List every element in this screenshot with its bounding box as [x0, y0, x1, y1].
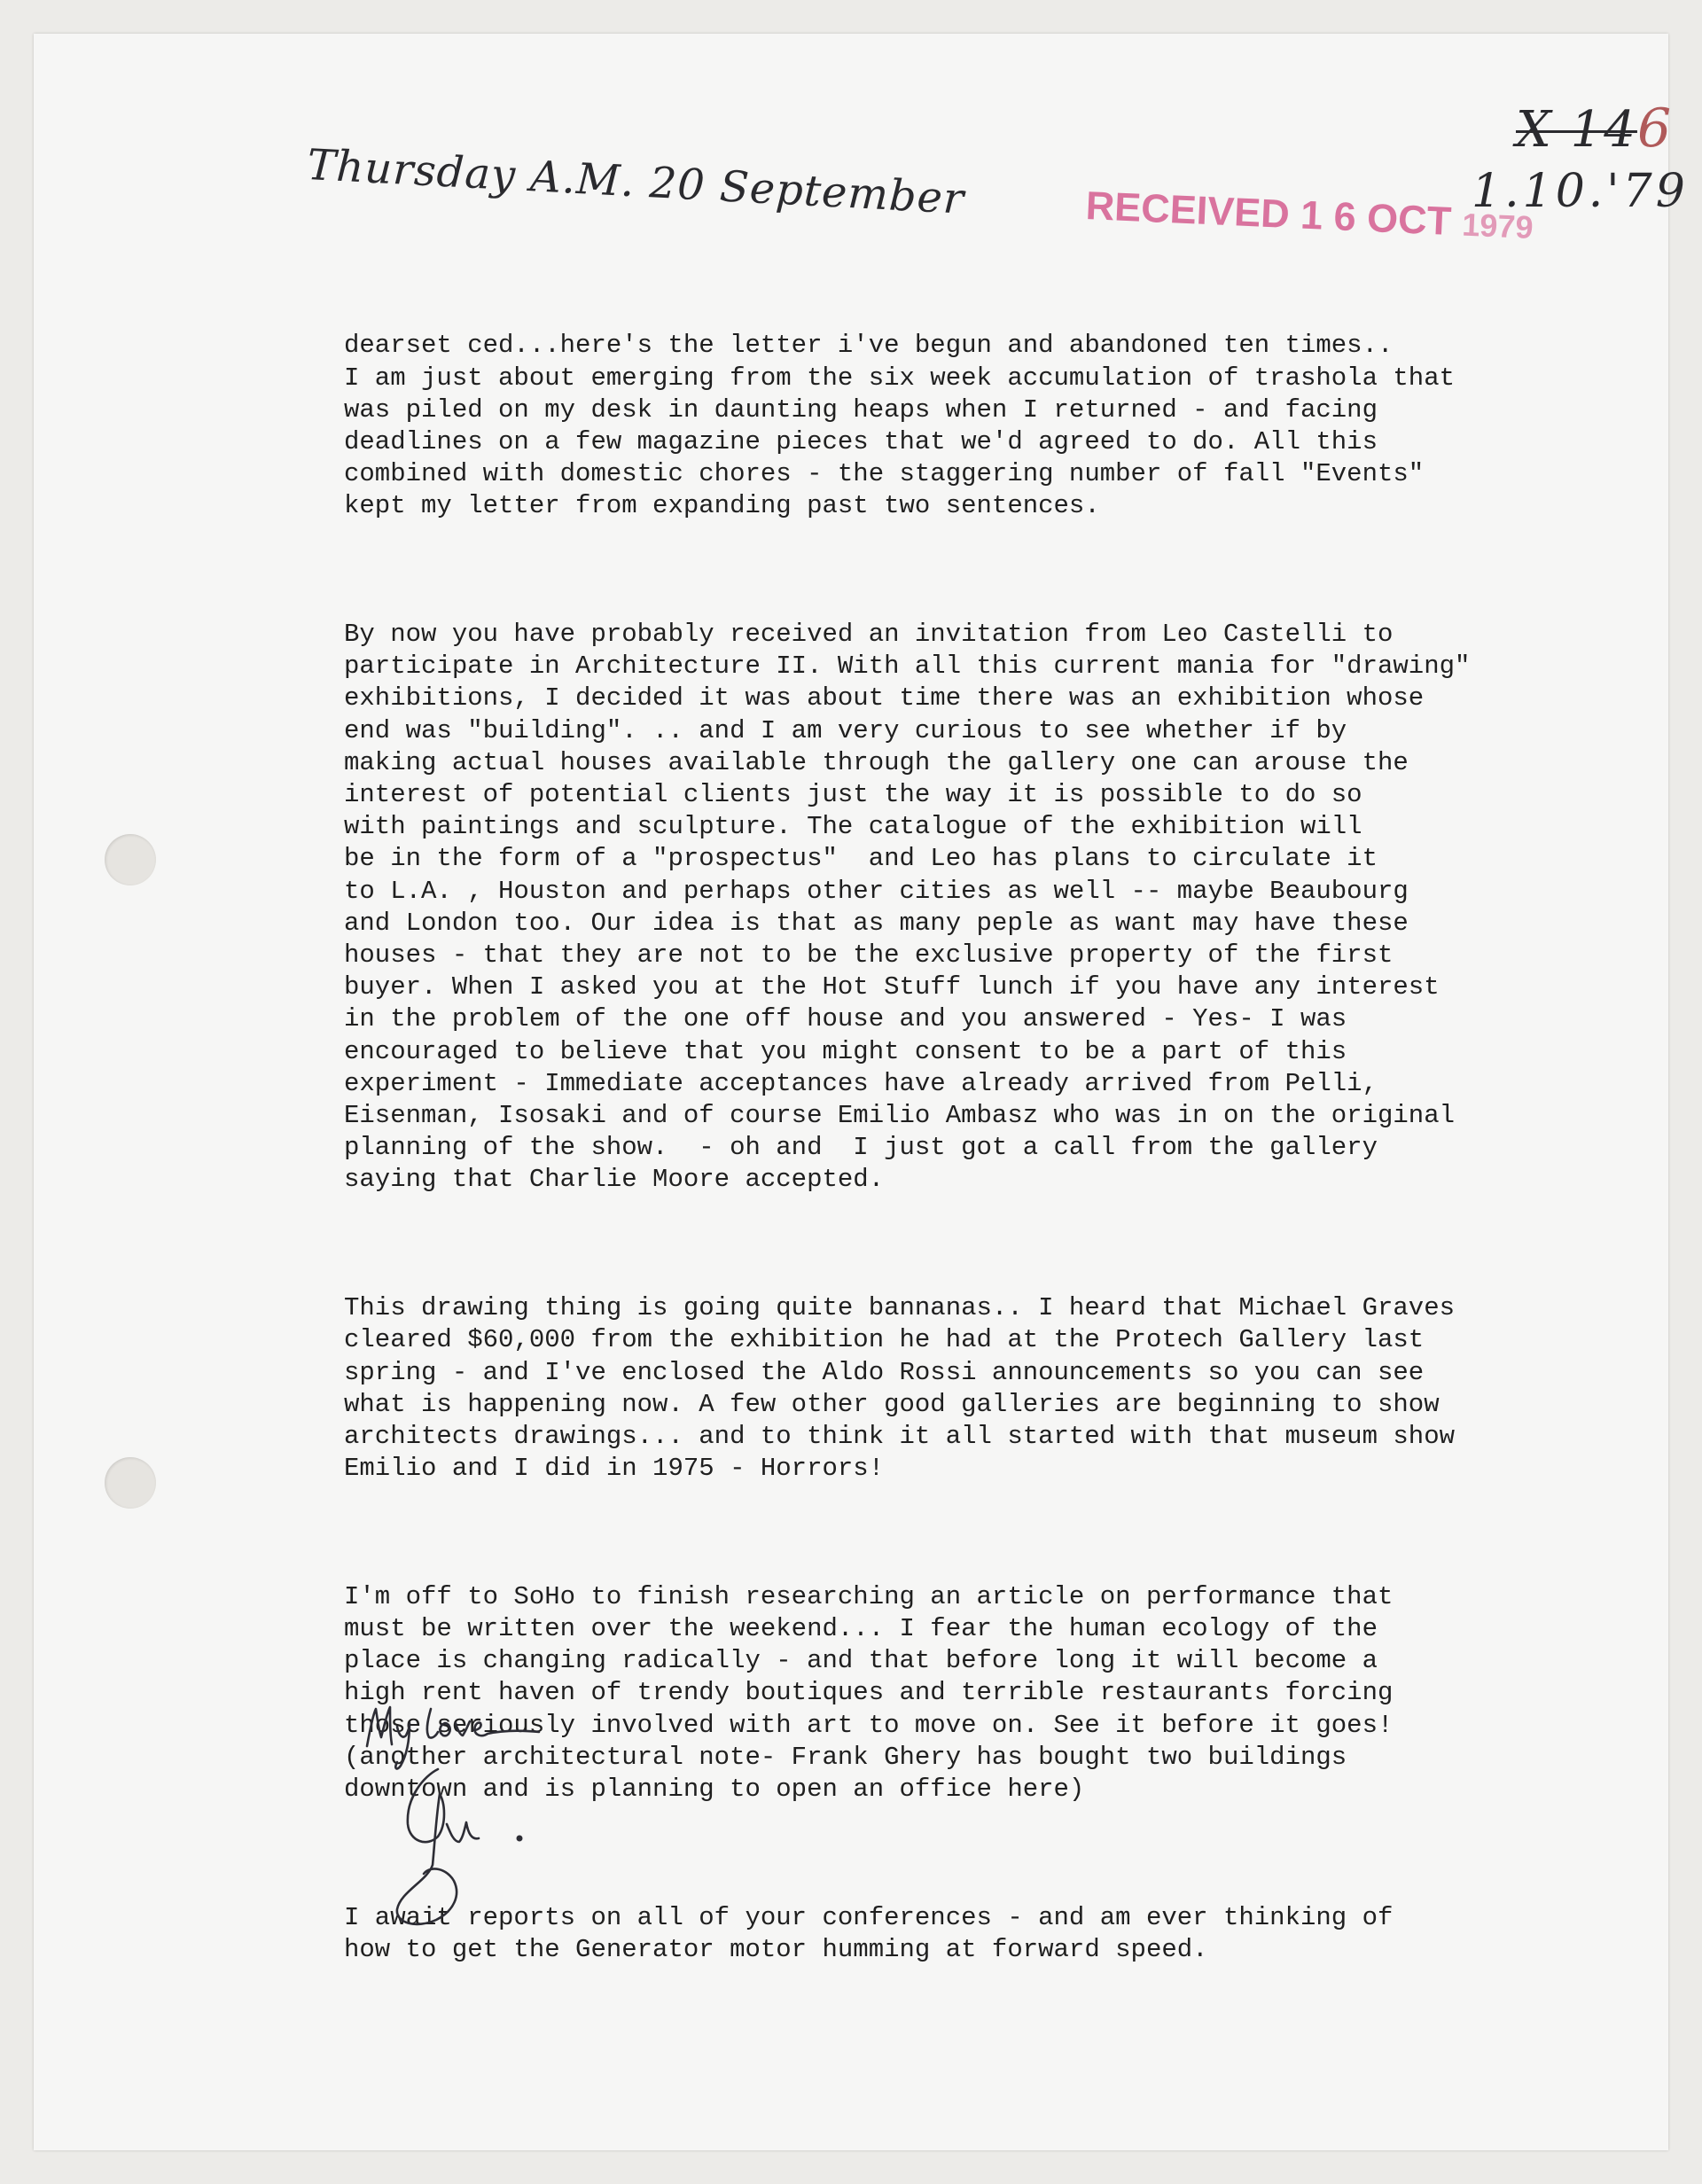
- letter-paragraph-3: This drawing thing is going quite bannanas.. I heard that Michael Graves cleared $60,000 from the exhibition he had at the Protech Gallery last spring - and I've enclosed the Aldo Rossi announcements so you can see what is happening now. A few other good galleries are beginning to show architects drawings... and to think it all started with that museum show Emilio and I did in 1975 - Horrors!: [344, 1293, 1456, 1484]
- handwritten-file-date: 1.10.'79: [1472, 165, 1689, 218]
- binder-hole-bottom: [105, 1457, 156, 1509]
- letter-page: [34, 34, 1689, 2150]
- received-stamp-text: RECEIVED 1 6 OCT: [1084, 183, 1453, 244]
- letter-paragraph-2: By now you have probably received an invitation from Leo Castelli to participate in Architecture II. With all this current mania for "drawing" exhibitions, I decided it was about time there was an exhibition whose end was "building". .. and I am very curious to see whether if by making actual houses available through the gallery one can arouse the interest of potential clients just the way it is possible to do so with paintings and sculpture. The catalogue of the exhibition will be in the form of a "prospectus" and Leo has plans to circulate it to L.A. , Houston and perhaps other cities as well -- maybe Beaubourg and London too. Our idea is that as many peple as want may have these houses - that they are not to be the exclusive property of the first buyer. When I asked you at the Hot Stuff lunch if you have any interest in the problem of the one off house and you answered - Yes- I was encouraged to believe that you might consent to be a part of this experiment - Immediate acceptances have already arrived from Pelli, Eisenman, Isosaki and of course Emilio Ambasz who was in on the original planning of the show. - oh and I just got a call from the gallery saying that Charlie Moore accepted.: [344, 620, 1471, 1195]
- handwritten-date: Thursday A.M. 20 September: [306, 140, 966, 224]
- file-number-correction: 6: [1636, 98, 1674, 160]
- binder-hole-top: [105, 834, 156, 885]
- letter-paragraph-4: I'm off to SoHo to finish researching an article on performance that must be written over the weekend... I fear the human ecology of the place is changing radically - and that before long it will become a high rent haven of trendy boutiques and terrible restaurants forcing those seriously involved with art to move on. See it before it goes! (another architectural note- Frank Ghery has bought two buildings downtown and is planning to open an office here): [344, 1581, 1394, 1804]
- received-stamp: [1085, 183, 1534, 248]
- received-stamp-year: 1979: [1461, 206, 1534, 246]
- handwritten-file-number: [1516, 98, 1673, 160]
- letter-paragraph-5: I await reports on all of your conferences - and am ever thinking of how to get the Generator motor humming at forward speed.: [344, 1902, 1394, 1964]
- file-number-old: X 14: [1516, 101, 1637, 159]
- letter-paragraph-1: dearset ced...here's the letter i've begun and abandoned ten times.. I am just about emerging from the six week accumulation of trashola that was piled on my desk in daunting heaps when I returned - and facing deadlines on a few magazine pieces that we'd agreed to do. All this combined with domestic chores - the staggering number of fall "Events" kept my letter from expanding past two sentences.: [344, 331, 1456, 521]
